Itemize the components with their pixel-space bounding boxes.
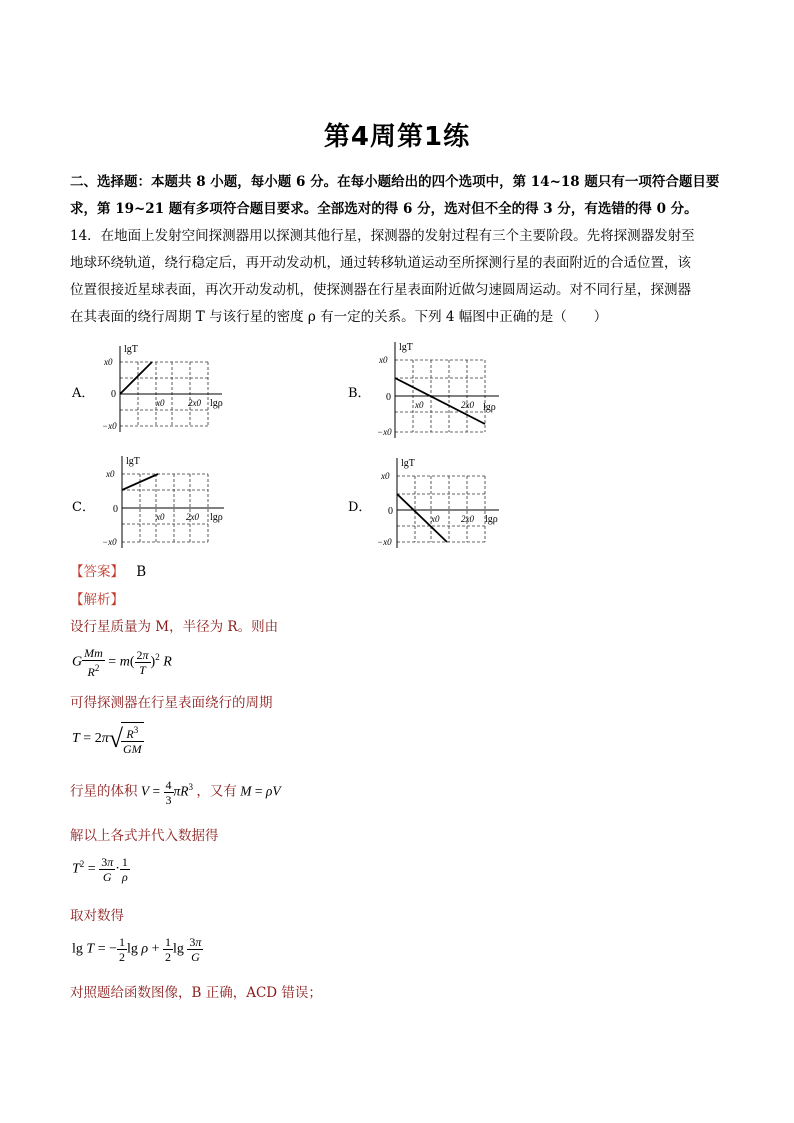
svg-text:0: 0 <box>111 389 116 400</box>
formula-period: T = 2π√ $\frac{R^3}{GM}$ <box>72 724 142 756</box>
option-b-label: B． <box>348 386 371 401</box>
option-d-label: D． <box>348 500 372 515</box>
analysis-line1: 设行星质量为 M，半径为 R。则由 <box>70 619 279 635</box>
answer-value: B <box>136 564 147 580</box>
graph-b <box>375 340 515 440</box>
analysis-label: 【解析】 <box>70 592 124 608</box>
answer-label: 【答案】 <box>70 564 124 580</box>
graph-d-line <box>397 494 447 542</box>
question-line4: 在其表面的绕行周期 T 与该行星的密度 ρ 有一定的关系。下列 4 幅图中正确的是（ ） <box>70 309 608 325</box>
svg-text:2x0: 2x0 <box>461 514 474 524</box>
graph-c-ylabel: lgT <box>126 456 140 467</box>
svg-text:−x0: −x0 <box>377 427 392 437</box>
graph-c <box>100 452 240 550</box>
svg-text:2x0: 2x0 <box>461 400 474 410</box>
graph-a-xlabel: lgρ <box>210 398 223 409</box>
question-line1: 14．在地面上发射空间探测器用以探测其他行星，探测器的发射过程有三个主要阶段。先将探测器发射至 <box>70 228 695 244</box>
page-title: 第4周第1练 <box>323 122 471 152</box>
graph-a-x0-y: x0 <box>104 357 113 367</box>
graph-a <box>100 340 240 435</box>
graph-b-xlabel: lgρ <box>483 402 496 413</box>
section-instructions-line1: 二、选择题：本题共 8 小题，每小题 6 分。在每小题给出的四个选项中，第 14~18 题只有一项符合题目要 <box>70 174 720 190</box>
svg-text:−x0: −x0 <box>102 537 117 547</box>
svg-text:0: 0 <box>388 506 393 517</box>
formula-log: lg T = − $\frac{1}{2}$ lg ρ + $\frac{1}{2}$ lg $\frac{3\pi}{G}$ <box>72 935 202 964</box>
option-a-label: A． <box>72 386 95 401</box>
graph-b-ylabel: lgT <box>399 342 413 353</box>
question-line2: 地球环绕轨道，绕行稳定后，再开动发动机，通过转移轨道运动至所探测行星的表面附近的合适位置，该 <box>70 255 691 271</box>
option-c-label: C． <box>72 500 95 515</box>
svg-text:2x0: 2x0 <box>188 398 201 408</box>
graph-c-xlabel: lgρ <box>210 512 223 523</box>
formula-t-squared: $T^2$ = $\frac{3\pi}{G}$ · $\frac{1}{\rho}$ <box>72 855 128 884</box>
svg-text:0: 0 <box>113 504 118 515</box>
svg-text:0: 0 <box>386 392 391 403</box>
section-instructions-line2: 求，第 19~21 题有多项符合题目要求。全部选对的得 6 分，选对但不全的得 3 分，有选错的得 0 分。 <box>70 201 698 217</box>
graph-a-negx0: −x0 <box>102 421 117 431</box>
svg-text:x0: x0 <box>379 355 388 365</box>
analysis-line3: 行星的体积 V = $\frac{4}{3}$ $\pi R^3$ ，又有 M = ρV <box>70 778 281 807</box>
formula-gravity: G $\frac{Mm}{R^2}$ = m( $\frac{2\pi}{T}$ )$^2$ R <box>72 646 172 679</box>
svg-text:x0: x0 <box>106 469 115 479</box>
analysis-line2: 可得探测器在行星表面绕行的周期 <box>70 695 273 711</box>
svg-text:−x0: −x0 <box>377 537 392 547</box>
svg-text:x0: x0 <box>431 514 440 524</box>
svg-text:x0: x0 <box>415 400 424 410</box>
analysis-line4: 解以上各式并代入数据得 <box>70 828 219 844</box>
svg-text:x0: x0 <box>156 398 165 408</box>
svg-text:x0: x0 <box>156 512 165 522</box>
svg-text:2x0: 2x0 <box>186 512 199 522</box>
analysis-line6: 对照题给函数图像，B 正确，ACD 错误； <box>70 985 322 1001</box>
graph-d <box>375 456 515 554</box>
answer-row <box>70 562 730 582</box>
analysis-line5: 取对数得 <box>70 908 124 924</box>
question-line3: 位置很接近星球表面，再次开动发动机，使探测器在行星表面附近做匀速圆周运动。对不同行星，探测器 <box>70 282 691 298</box>
graph-d-xlabel: lgρ <box>485 514 498 525</box>
graph-a-ylabel: lgT <box>124 344 138 355</box>
svg-text:x0: x0 <box>381 471 390 481</box>
graph-d-ylabel: lgT <box>401 458 415 469</box>
